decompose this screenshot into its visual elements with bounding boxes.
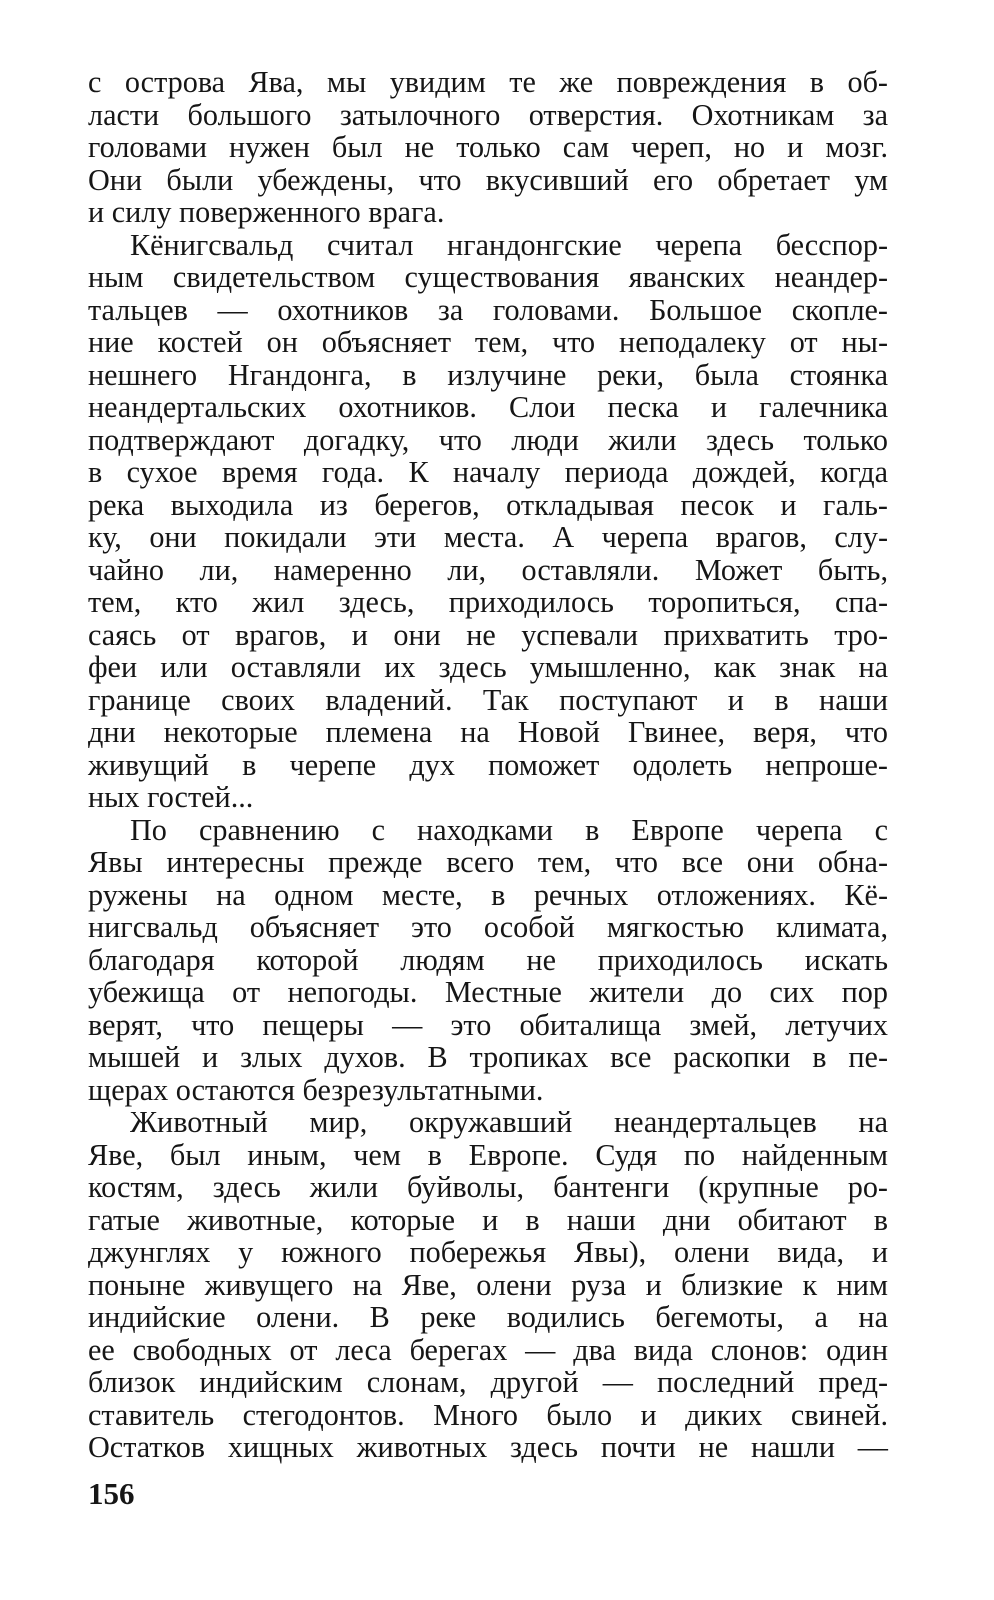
text-line: Яве, был иным, чем в Европе. Судя по найденным [88, 1137, 888, 1172]
text-line: ружены на одном месте, в речных отложениях. Кё- [88, 877, 888, 912]
text-line: гатые животные, которые и в наши дни обитают в [88, 1202, 888, 1237]
page-number: 156 [88, 1476, 135, 1511]
text-line: Кёнигсвальд считал нгандонгские черепа бесспор- [130, 227, 888, 262]
text-line: головами нужен был не только сам череп, но и мозг. [88, 130, 888, 164]
text-line: ставитель стегодонтов. Много было и диких свиней. [88, 1397, 888, 1432]
text-line: феи или оставляли их здесь умышленно, как знак на [88, 650, 888, 684]
text-line: щерах остаются безрезультатными. [88, 1072, 544, 1107]
text-line: чайно ли, намеренно ли, оставляли. Может быть, [88, 552, 888, 587]
paragraph [88, 66, 888, 229]
text-line: костям, здесь жили буйволы, бантенги (крупные ро- [88, 1170, 888, 1204]
text-line: нигсвальд объясняет это особой мягкостью климата, [88, 910, 888, 944]
body-text [88, 66, 888, 1464]
text-line: Животный мир, окружавший неандертальцев на [130, 1105, 888, 1139]
text-line: ее свободных от леса берегах — два вида слонов: один [88, 1332, 888, 1367]
text-line: поныне живущего на Яве, олени руза и близкие к ним [88, 1267, 888, 1302]
text-line: тальцев — охотников за головами. Большое скопле- [88, 292, 888, 327]
paragraph [88, 1106, 888, 1464]
text-line: мышей и злых духов. В тропиках все раскопки в пе- [88, 1040, 888, 1074]
paragraph [88, 814, 888, 1107]
text-line: близок индийским слонам, другой — последний пред- [88, 1365, 888, 1399]
text-line: тем, кто жил здесь, приходилось торопиться, спа- [88, 585, 888, 619]
text-line: ние костей он объясняет тем, что неподалеку от ны- [88, 325, 888, 359]
text-line: Явы интересны прежде всего тем, что все они обна- [88, 845, 888, 879]
text-line: живущий в черепе дух поможет одолеть непроше- [88, 747, 888, 782]
text-line: саясь от врагов, и они не успевали прихватить тро- [88, 617, 888, 652]
text-line: ным свидетельством существования яванских неандер- [88, 260, 888, 294]
text-line: верят, что пещеры — это обиталища змей, летучих [88, 1007, 888, 1042]
text-line: Остатков хищных животных здесь почти не нашли — [88, 1430, 888, 1464]
text-line: благодаря которой людям не приходилось искать [88, 942, 888, 977]
text-line: подтверждают догадку, что люди жили здесь только [88, 422, 888, 457]
text-line: в сухое время года. К началу периода дождей, когда [88, 455, 888, 489]
text-line: границе своих владений. Так поступают и в наши [88, 682, 888, 717]
text-line: с острова Ява, мы увидим те же повреждения в об- [88, 65, 888, 99]
text-line: убежища от непогоды. Местные жители до сих пор [88, 975, 888, 1009]
text-line: По сравнению с находками в Европе черепа с [130, 812, 888, 847]
text-line: джунглях у южного побережья Явы), олени вида, и [88, 1235, 888, 1269]
text-line: Они были убеждены, что вкусивший его обретает ум [88, 162, 888, 197]
text-line: ку, они покидали эти места. А черепа врагов, слу- [88, 520, 888, 554]
text-line: индийские олени. В реке водились бегемоты, а на [88, 1300, 888, 1334]
text-line: нешнего Нгандонга, в излучине реки, была стоянка [88, 357, 888, 392]
text-line: неандертальских охотников. Слои песка и галечника [88, 390, 888, 424]
text-line: ных гостей... [88, 780, 254, 814]
text-line: ласти большого затылочного отверстия. Охотникам за [88, 97, 888, 132]
paragraph [88, 229, 888, 814]
text-line: дни некоторые племена на Новой Гвинее, веря, что [88, 715, 888, 749]
text-line: река выходила из берегов, откладывая песок и галь- [88, 487, 888, 522]
text-line: и силу поверженного врага. [88, 195, 445, 229]
